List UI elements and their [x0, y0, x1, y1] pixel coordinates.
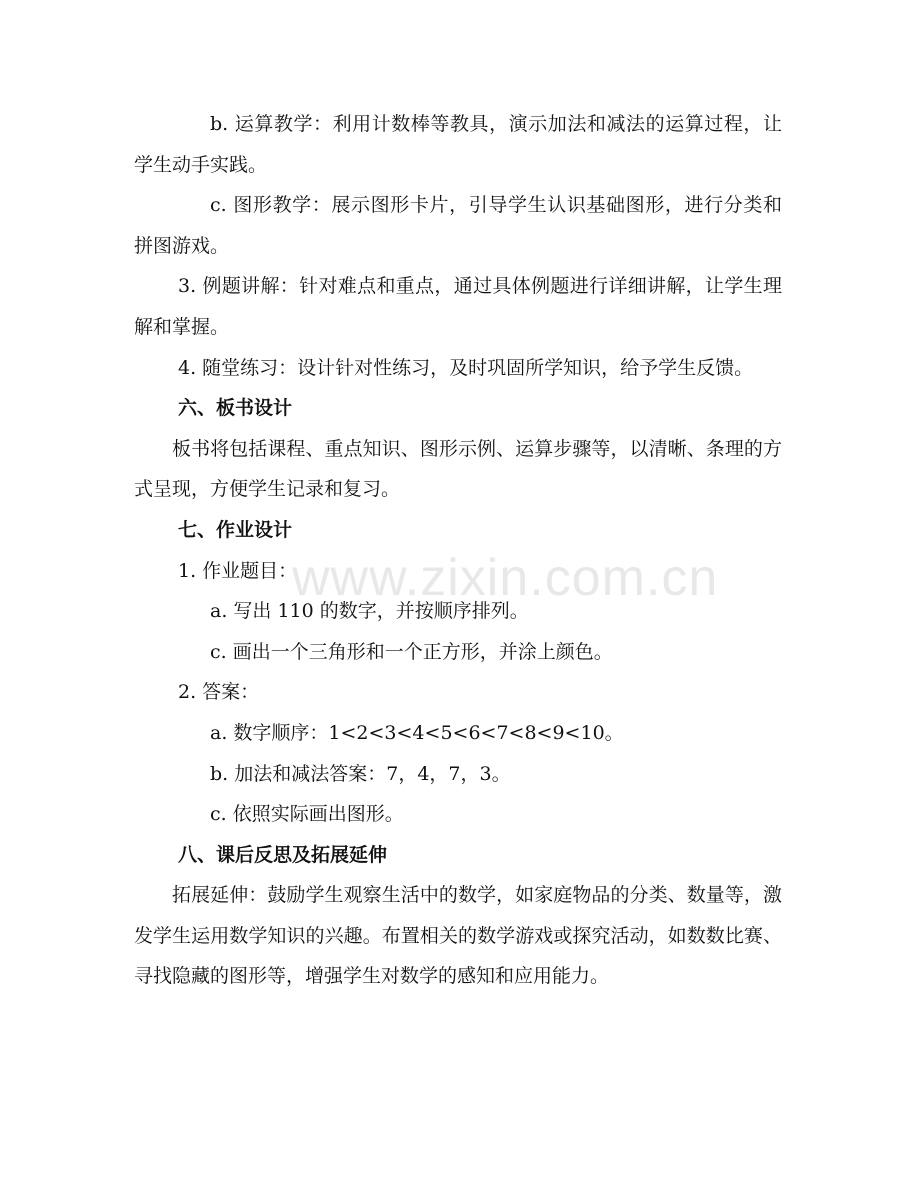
paragraph-extension: 拓展延伸：鼓励学生观察生活中的数学，如家庭物品的分类、数量等，激发学生运用数学知识的兴趣。布置相关的数学游戏或探究活动，如数数比赛、寻找隐藏的图形等，增强学生对数学的感知和应用能力。 — [134, 884, 782, 988]
list-item-answer-shapes: c. 依照实际画出图形。 — [210, 803, 404, 826]
section-heading-board-design: 六、板书设计 — [178, 397, 293, 420]
list-item-homework-questions: 1. 作业题目： — [178, 559, 298, 582]
document-body — [134, 104, 782, 997]
section-heading-reflection: 八、课后反思及拓展延伸 — [178, 843, 388, 866]
watermark-text: www.zixin.com.cn — [292, 549, 719, 607]
paragraph-board-design: 板书将包括课程、重点知识、图形示例、运算步骤等，以清晰、条理的方式呈现，方便学生记录和复习。 — [134, 437, 782, 501]
list-item-op-teaching: b. 运算教学：利用计数棒等教具，演示加法和减法的运算过程，让学生动手实践。 — [134, 113, 782, 176]
list-item-write-numbers: a. 写出 110 的数字，并按顺序排列。 — [210, 600, 529, 623]
section-heading-homework: 七、作业设计 — [178, 518, 293, 541]
list-item-answer-order: a. 数字顺序：1<2<3<4<5<6<7<8<9<10。 — [210, 721, 624, 744]
list-item-practice: 4. 随堂练习：设计针对性练习，及时巩固所学知识，给予学生反馈。 — [178, 356, 754, 379]
list-item-answers: 2. 答案： — [178, 681, 260, 704]
list-item-example-explain: 3. 例题讲解：针对难点和重点，通过具体例题进行详细讲解，让学生理解和掌握。 — [134, 275, 782, 338]
list-item-answer-arith: b. 加法和减法答案：7，4，7，3。 — [210, 762, 511, 785]
list-item-shape-teaching: c. 图形教学：展示图形卡片，引导学生认识基础图形，进行分类和拼图游戏。 — [134, 194, 782, 257]
list-item-draw-shapes: c. 画出一个三角形和一个正方形，并涂上颜色。 — [210, 640, 613, 663]
